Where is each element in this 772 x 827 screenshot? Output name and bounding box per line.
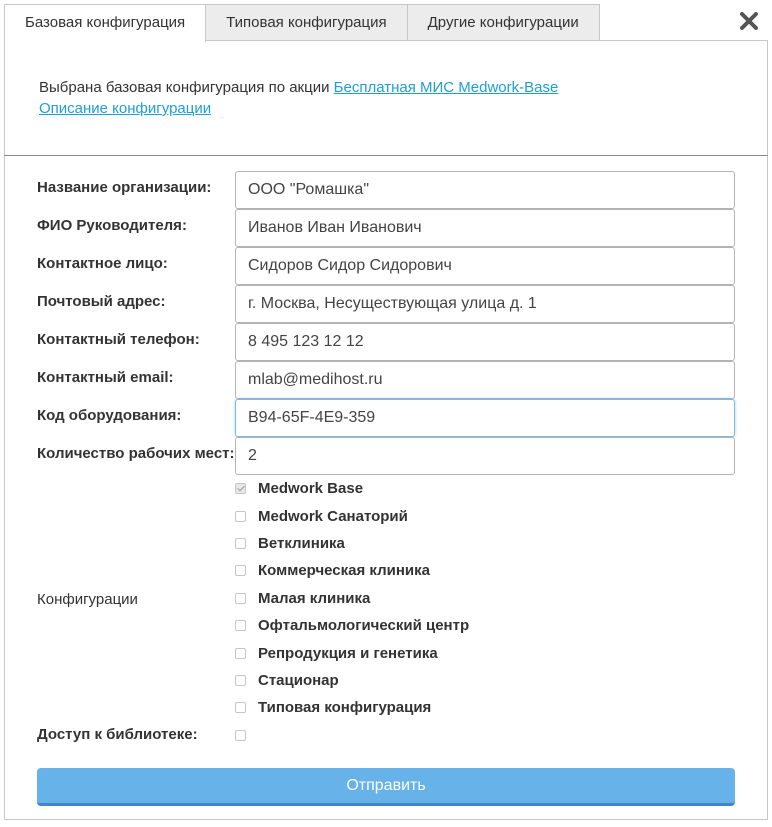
hardware-code-label: Код оборудования: [37,407,182,424]
workplaces-row [37,437,735,475]
tab-typical-config[interactable]: Типовая конфигурация [205,4,407,41]
director-input[interactable] [235,209,735,247]
config-label: Medwork Санаторий [258,507,408,525]
workplaces-label: Количество рабочих мест: [37,445,235,462]
config-label: Репродукция и генетика [258,644,438,662]
section-divider [4,155,768,156]
config-label: Стационар [258,671,339,689]
org-name-label: Название организации: [37,179,212,196]
config-checkbox[interactable] [235,511,246,522]
postal-address-row [37,285,735,323]
config-medwork-sanatorium [235,502,469,529]
config-typical [235,694,469,721]
config-checkbox[interactable] [235,620,246,631]
config-label: Типовая конфигурация [258,699,432,717]
config-checkbox[interactable] [235,648,246,659]
config-checkbox[interactable] [235,565,246,576]
submit-button[interactable]: Отправить [37,768,735,806]
email-label: Контактный email: [37,369,174,386]
config-dialog [4,40,768,820]
contact-person-row [37,247,735,285]
config-checkbox[interactable] [235,702,246,713]
org-name-row [37,171,735,209]
postal-address-label: Почтовый адрес: [37,293,166,310]
email-input[interactable] [235,361,735,399]
config-info [39,77,558,119]
config-checkbox[interactable] [235,593,246,604]
config-label: Малая клиника [258,589,371,607]
config-label: Medwork Base [258,480,364,498]
config-small-clinic [235,585,469,612]
config-label: Офтальмологический центр [258,617,470,635]
hardware-code-row [37,399,735,437]
config-checkbox[interactable] [235,483,246,494]
contact-person-input[interactable] [235,247,735,285]
config-vet-clinic [235,530,469,557]
phone-input[interactable] [235,323,735,361]
info-text: Выбрана базовая конфигурация по акции [39,79,334,96]
configs-label: Конфигурации [37,591,138,608]
workplaces-input[interactable] [235,437,735,475]
config-checkbox[interactable] [235,675,246,686]
config-reproduction [235,639,469,666]
contact-person-label: Контактное лицо: [37,255,168,272]
director-row [37,209,735,247]
postal-address-input[interactable] [235,285,735,323]
config-hospital [235,667,469,694]
library-access-label: Доступ к библиотеке: [37,726,198,743]
phone-label: Контактный телефон: [37,331,200,348]
tab-base-config[interactable]: Базовая конфигурация [4,4,206,42]
description-link[interactable]: Описание конфигурации [39,100,212,117]
hardware-code-input[interactable] [235,399,735,437]
config-label: Коммерческая клиника [258,562,430,580]
phone-row [37,323,735,361]
config-checkbox[interactable] [235,538,246,549]
director-label: ФИО Руководителя: [37,217,187,234]
config-commercial-clinic [235,557,469,584]
org-name-input[interactable] [235,171,735,209]
config-tabs [4,4,600,41]
tab-other-configs[interactable]: Другие конфигурации [407,4,600,41]
config-label: Ветклиника [258,534,345,552]
close-icon[interactable] [737,9,761,33]
config-ophthalmology [235,612,469,639]
promo-link[interactable]: Бесплатная МИС Medwork-Base [333,79,559,96]
email-row [37,361,735,399]
library-access-row [37,725,437,745]
config-medwork-base [235,475,469,502]
library-access-checkbox[interactable] [235,730,246,741]
configs-list [235,475,469,722]
